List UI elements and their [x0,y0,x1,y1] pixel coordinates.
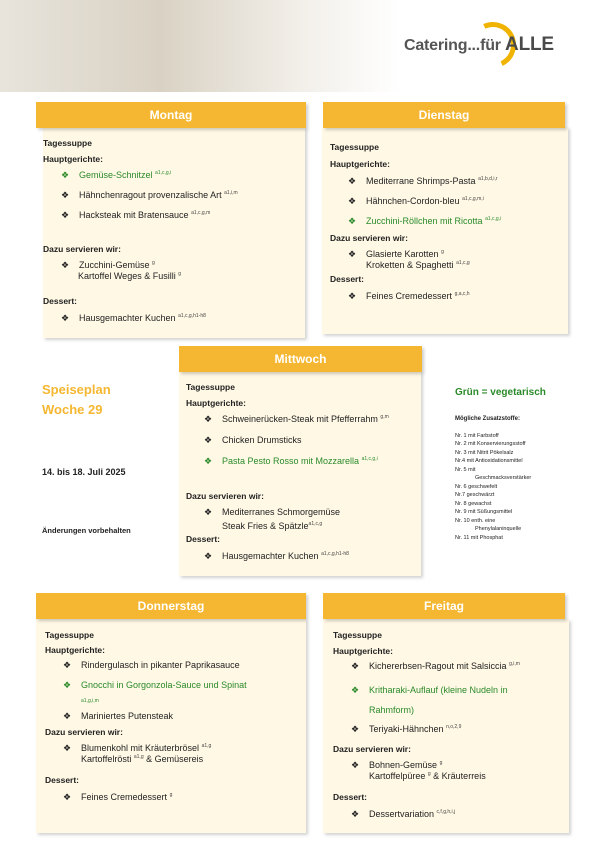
dessert-label: Dessert: [330,274,365,284]
week-title: Woche 29 [42,402,103,417]
diamond-icon: ❖ [61,260,70,270]
list-item: ❖ Mariniertes Putensteak [63,711,174,721]
list-item: ❖ Hacksteak mit Bratensauce $^{a1,c,g,m}$ [61,210,211,220]
list-item: Phenylalaninquelle [475,526,522,532]
list-item: ❖ Gnocchi in Gorgonzola-Sauce und Spinat [63,680,247,690]
title-thursday: Donnerstag [36,593,306,619]
diamond-icon: ❖ [61,170,70,180]
diamond-icon: ❖ [351,724,360,734]
dessert-label: Dessert: [43,296,78,306]
diamond-icon: ❖ [61,190,70,200]
diamond-icon: ❖ [351,685,360,695]
diamond-icon: ❖ [348,249,357,259]
list-item: Kartoffel Weges & Fusilli $^g$ [78,271,182,281]
plan-heading [42,380,111,420]
sides-label: Dazu servieren wir: [333,744,411,754]
body-monday [43,138,305,324]
title-tuesday: Dienstag [323,102,565,128]
sides-label: Dazu servieren wir: [330,233,408,243]
additives-list [455,415,585,542]
body-thursday [45,630,305,803]
list-item: ❖ Glasierte Karotten $^g$ [348,249,444,259]
sides-label: Dazu servieren wir: [45,727,123,737]
diamond-icon: ❖ [204,551,213,561]
diamond-icon: ❖ [63,660,72,670]
list-item: ❖ Dessertvariation $^{c,f,g,h,i,j}$ [351,809,456,819]
diamond-icon: ❖ [204,507,213,517]
diamond-icon: ❖ [63,680,72,690]
logo: Catering...für ALLE [404,34,554,55]
list-item: ❖ Mediterranes Schmorgemüse [204,507,341,517]
header [0,0,595,92]
list-item: ❖ Kritharaki-Auflauf (kleine Nudeln in Rahmform) [333,680,529,720]
food-photo [0,0,400,92]
list-item: Nr. 1 mit Farbstoff [455,432,499,439]
date-range: 14. bis 18. Juli 2025 [42,467,126,477]
list-item: ❖ Hausgemachter Kuchen $^{a1,c,g,h1-h8}$ [204,551,349,561]
dessert-label: Dessert: [333,792,368,802]
diamond-icon: ❖ [348,196,357,206]
list-item: Nr. 5 mit [455,466,476,473]
list-item: Nr. 2 mit Konservierungsstoff [455,441,526,447]
list-item: Nr. 3 mit Nitrit Pökelsalz [455,449,514,456]
list-item: ❖ Zucchini-Gemüse $^g$ [61,260,155,270]
diamond-icon: ❖ [204,435,213,445]
mains-label: Hauptgerichte: [186,398,246,408]
list-item: ❖ Feines Cremedessert $^{g,a,c,h}$ [348,291,470,301]
list-item: Nr. 6 geschwefelt [455,483,498,490]
list-item: Kroketten & Spaghetti $^{a1,c,g}$ [366,260,470,270]
list-item: ❖ Pasta Pesto Rosso mit Mozzarella $^{a1,c,g,i}$ [204,456,378,466]
vegetarian-note: Grün = vegetarisch [455,387,546,398]
mains-label: Hauptgerichte: [43,154,103,164]
list-item: ❖ Hausgemachter Kuchen $^{a1,c,g,h1-h8}$ [61,313,206,323]
list-item: ❖ Kichererbsen-Ragout mit Salsiccia $^{g,i,m}$ [351,661,520,671]
list-item: Nr. 9 mit Süßungsmittel [455,509,513,515]
diamond-icon: ❖ [348,176,357,186]
changes-note: Änderungen vorbehalten [42,526,131,535]
diamond-icon: ❖ [348,291,357,301]
diamond-icon: ❖ [351,809,360,819]
diamond-icon: ❖ [63,711,72,721]
body-tuesday [330,142,568,302]
body-wednesday [186,382,420,562]
list-item: Steak Fries & Spätzle$^{a1,c,g}$ [222,521,323,531]
diamond-icon: ❖ [204,456,213,466]
list-item: Nr. 11 mit Phosphat [455,534,503,541]
soup-label: Tagessuppe [186,382,235,392]
list-item: Geschmacksverstärker [475,475,532,481]
sides-label: Dazu servieren wir: [43,244,121,254]
list-item: Nr. 8 gewachst [455,500,492,507]
diamond-icon: ❖ [348,216,357,226]
diamond-icon: ❖ [351,661,360,671]
list-item: ❖ Bohnen-Gemüse $^g$ [351,760,443,770]
mains-label: Hauptgerichte: [333,646,393,656]
title-friday: Freitag [323,593,565,619]
list-item: ❖ Teriyaki-Hähnchen $^{n,o,2,9}$ [351,724,462,734]
mains-label: Hauptgerichte: [330,159,390,169]
list-item: ❖ Feines Cremedessert $^g$ [63,792,173,802]
list-item: ❖ Mediterrane Shrimps-Pasta $^{a1,b,d,i,r}$ [348,176,498,186]
mains-label: Hauptgerichte: [45,645,105,655]
title-monday: Montag [36,102,306,128]
list-item: a1,g,i,m [81,698,99,704]
list-item: ❖ Zucchini-Röllchen mit Ricotta $^{a1,c,g,i}$ [348,216,502,226]
list-item: ❖ Blumenkohl mit Kräuterbrösel $^{a1,g}$ [63,743,212,753]
diamond-icon: ❖ [204,414,213,424]
soup-label: Tagessuppe [333,630,382,640]
title-wednesday: Mittwoch [179,346,422,372]
list-item: ❖ Chicken Drumsticks [204,435,302,445]
diamond-icon: ❖ [61,313,70,323]
additives-heading: Mögliche Zusatzstoffe: [455,416,521,422]
sides-label: Dazu servieren wir: [186,491,264,501]
diamond-icon: ❖ [351,760,360,770]
list-item: Nr.4 mit Antioxidationsmittel [455,458,523,464]
soup-label: Tagessuppe [43,138,92,148]
list-item: ❖ Rindergulasch in pikanter Paprikasauce [63,660,240,670]
body-friday [333,630,567,820]
dessert-label: Dessert: [186,534,221,544]
list-item: ❖ Hähnchenragout provenzalische Art $^{a1,i,m}$ [61,190,238,200]
diamond-icon: ❖ [63,792,72,802]
soup-label: Tagessuppe [330,142,379,152]
diamond-icon: ❖ [63,743,72,753]
list-item: ❖ Gemüse-Schnitzel $^{a1,c,g,i}$ [61,170,172,180]
list-item: Kartoffelpüree $^g$ & Kräuterreis [369,771,486,781]
soup-label: Tagessuppe [45,630,94,640]
plan-title: Speiseplan [42,382,111,397]
list-item: Nr.7 geschwärzt [455,492,495,498]
diamond-icon: ❖ [61,210,70,220]
list-item: Nr. 10 enth. eine [455,517,496,524]
dessert-label: Dessert: [45,775,80,785]
list-item: ❖ Schweinerücken-Steak mit Pfefferrahm $^{g,m}$ [204,414,389,424]
list-item: ❖ Hähnchen-Cordon-bleu $^{a1,c,g,m,i}$ [348,196,484,206]
list-item: Kartoffelrösti $^{a1,g}$ & Gemüsereis [81,754,204,764]
